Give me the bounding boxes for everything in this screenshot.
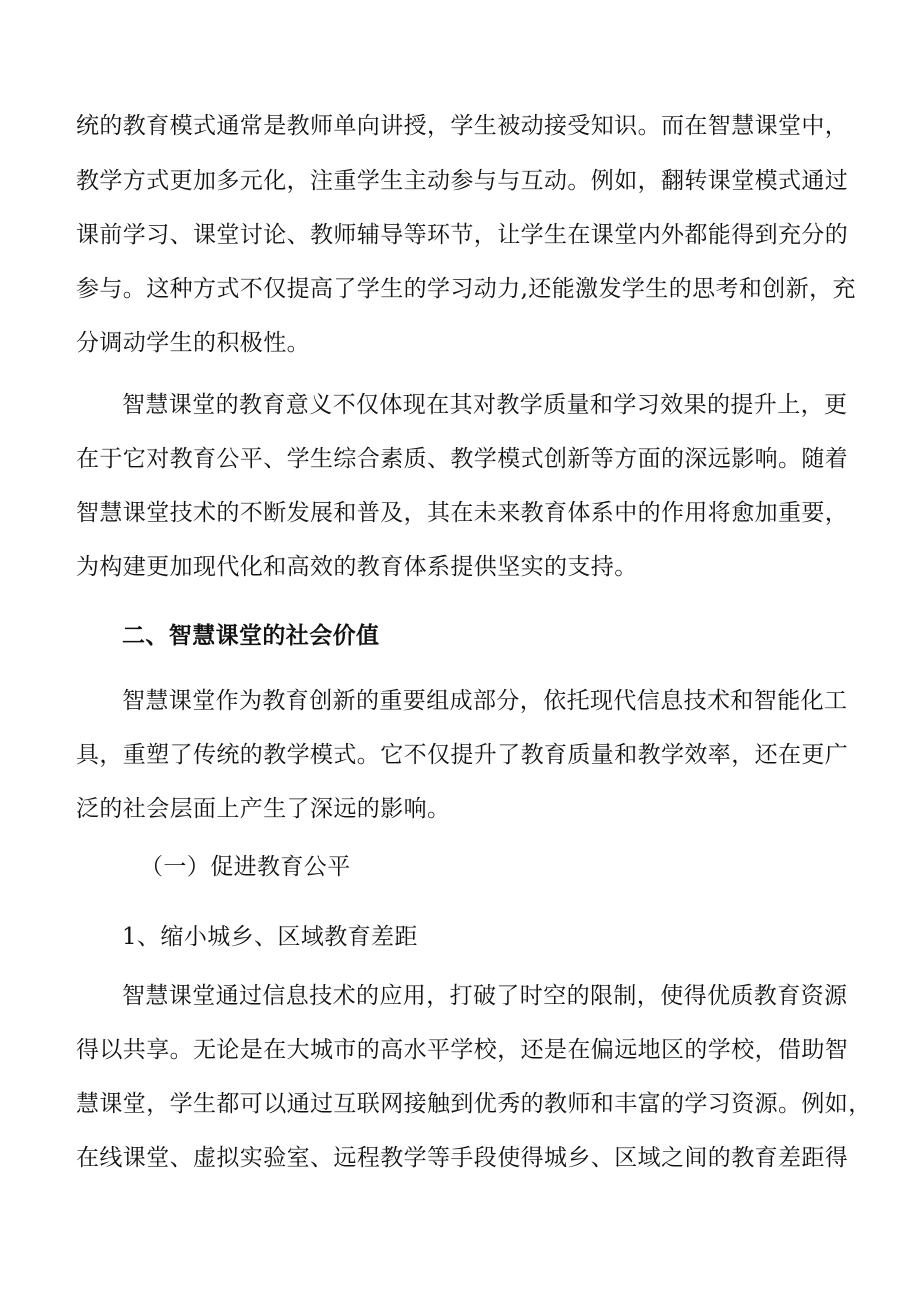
paragraph-2-line-4: 为构建更加现代化和高效的教育体系提供坚实的支持。 — [76, 554, 638, 580]
paragraph-1-line-4: 参与。这种方式不仅提高了学生的学习动力,还能激发学生的思考和创新，充 — [76, 276, 856, 302]
paragraph-4-line-4: 在线课堂、虚拟实验室、远程教学等手段使得城乡、区域之间的教育差距得 — [76, 1145, 849, 1171]
paragraph-2-line-1: 智慧课堂的教育意义不仅体现在其对教学质量和学习效果的提升上，更 — [122, 392, 848, 418]
paragraph-3-line-2: 具，重塑了传统的教学模式。它不仅提升了教育质量和教学效率，还在更广 — [76, 742, 849, 768]
paragraph-3-line-1: 智慧课堂作为教育创新的重要组成部分，依托现代信息技术和智能化工 — [122, 688, 848, 714]
paragraph-1-line-2: 教学方式更加多元化，注重学生主动参与与互动。例如，翻转课堂模式通过 — [76, 168, 849, 194]
paragraph-3-line-3: 泛的社会层面上产生了深远的影响。 — [76, 796, 451, 822]
item-heading: 1、缩小城乡、区域教育差距 — [122, 924, 418, 950]
paragraph-1-line-1: 统的教育模式通常是教师单向讲授，学生被动接受知识。而在智慧课堂中， — [76, 113, 849, 139]
paragraph-1-line-3: 课前学习、课堂讨论、教师辅导等环节，让学生在课堂内外都能得到充分的 — [76, 222, 849, 248]
paragraph-4-line-2: 得以共享。无论是在大城市的高水平学校，还是在偏远地区的学校，借助智 — [76, 1037, 849, 1063]
subsection-heading: （一）促进教育公平 — [140, 854, 351, 880]
section-heading: 二、智慧课堂的社会价值 — [122, 623, 380, 649]
paragraph-4-line-1: 智慧课堂通过信息技术的应用，打破了时空的限制，使得优质教育资源 — [122, 983, 848, 1009]
paragraph-2-line-2: 在于它对教育公平、学生综合素质、教学模式创新等方面的深远影响。随着 — [76, 446, 849, 472]
paragraph-4-line-3: 慧课堂，学生都可以通过互联网接触到优秀的教师和丰富的学习资源。例如， — [76, 1091, 872, 1117]
paragraph-2-line-3: 智慧课堂技术的不断发展和普及，其在未来教育体系中的作用将愈加重要， — [76, 500, 849, 526]
paragraph-1-line-5: 分调动学生的积极性。 — [76, 330, 310, 356]
